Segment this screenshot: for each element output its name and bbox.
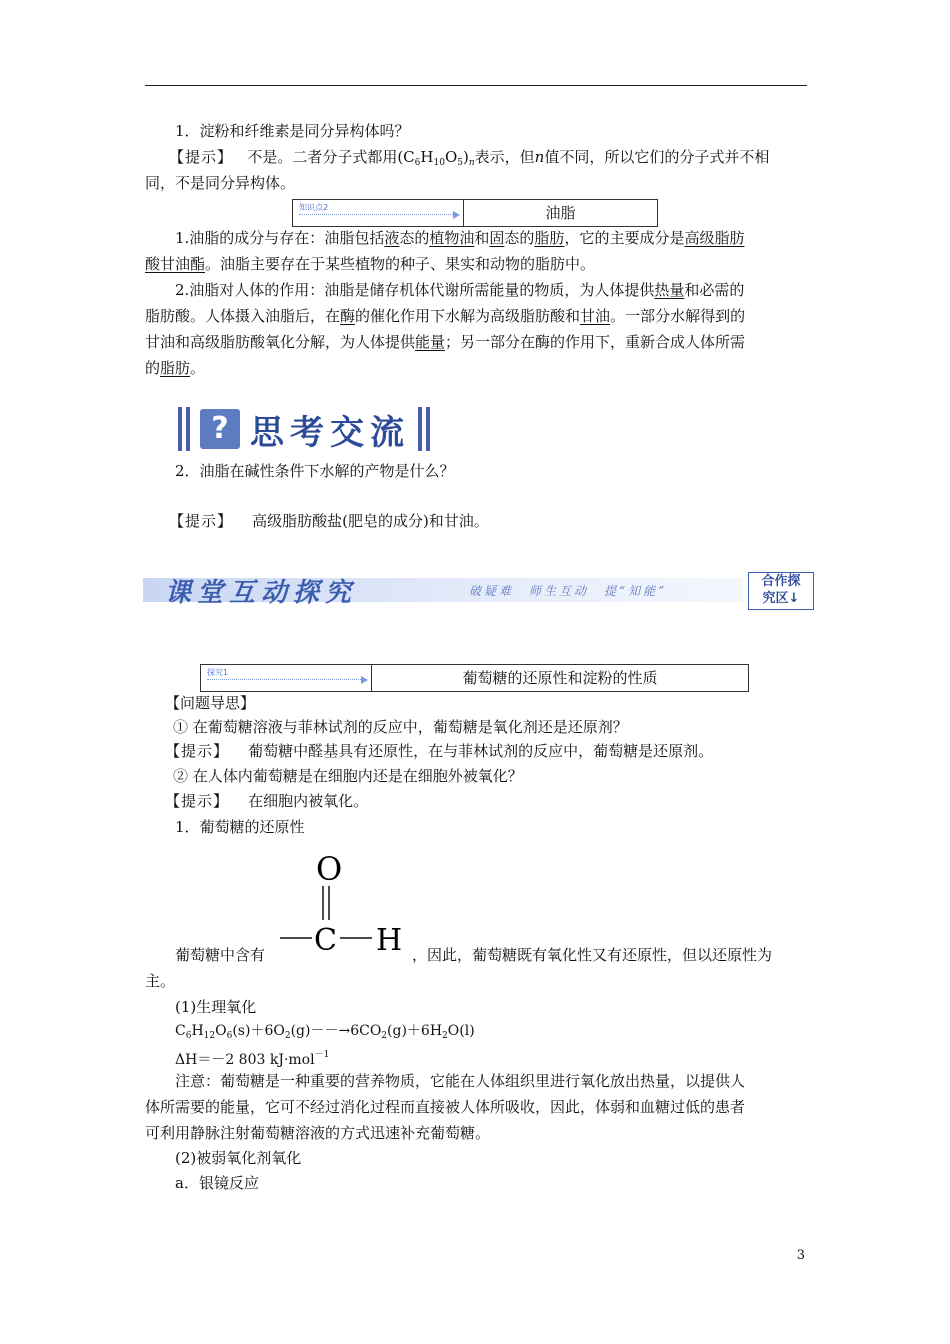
reduce-heading: 1．葡萄糖的还原性 <box>175 818 305 836</box>
think-exchange-header <box>178 406 434 452</box>
sub-10: 10 <box>433 158 445 168</box>
explore-box-label: 探究1 <box>207 668 229 677</box>
arrow-icon <box>207 679 361 680</box>
equation: $C_6H_{12}O_6(s)+6O_2(g)--\to 6CO_2(g)+6H_2O(l)$ <box>175 1023 475 1041</box>
fat-para-1: 1.油脂的成分与存在：油脂包括液态的植物油和固态的脂肪，它的主要成分是高级脂肪 <box>175 229 745 247</box>
knowledge-box-label: 知识点2 <box>299 203 329 212</box>
hint-text-b: 表示，但 <box>474 148 535 166</box>
hint-text-a: 不是。二者分子式都用(C <box>247 148 415 166</box>
n-italic: n <box>534 148 545 166</box>
question-mark-icon: ? <box>200 409 240 449</box>
physio-oxidation: (1)生理氧化 <box>175 998 257 1016</box>
paren: ) <box>463 148 469 166</box>
badge-line-2: 究区↓ <box>762 591 800 606</box>
question-2: 2．油脂在碱性条件下水解的产物是什么？ <box>175 462 455 480</box>
bar-decoration <box>178 407 182 451</box>
knowledge-box-2 <box>292 199 658 227</box>
banner-title: 课堂互动探究 <box>165 578 358 608</box>
hint-2 <box>145 510 807 532</box>
sub-n: n <box>468 158 475 168</box>
fat-para-2-line2: 脂肪酸。人体摄入油脂后，在酶的催化作用下水解为高级脂肪酸和甘油。一部分水解得到的 <box>145 307 746 325</box>
guide-q2: ② 在人体内葡萄糖是在细胞内还是在细胞外被氧化？ <box>173 767 523 785</box>
note-line-3: 可利用静脉注射葡萄糖溶液的方式迅速补充葡萄糖。 <box>145 1124 491 1142</box>
bar-decoration <box>426 407 430 451</box>
reduce-line-a: 葡萄糖中含有 <box>175 946 266 964</box>
hint-1 <box>145 146 807 174</box>
page-number: 3 <box>796 1248 805 1263</box>
hint-1-cont: 同，不是同分异构体。 <box>145 174 296 192</box>
question-1: 1．淀粉和纤维素是同分异构体吗？ <box>175 122 410 140</box>
hint-text: 高级脂肪酸盐(肥皂的成分)和甘油。 <box>252 512 489 530</box>
reduce-line-cont: 主。 <box>145 972 176 990</box>
hint-text-c: 值不同，所以它们的分子式并不相 <box>544 148 770 166</box>
aldehyde-group-structure <box>278 846 413 956</box>
fat-para-2-line3: 甘油和高级脂肪酸氧化分解，为人体提供能量；另一部分在酶的作用下，重新合成人体所需 <box>145 333 746 351</box>
carbon-atom: C <box>314 923 337 956</box>
classroom-banner <box>143 572 813 608</box>
weak-oxidant: (2)被弱氧化剂氧化 <box>175 1149 302 1167</box>
hint-tag: 【提示】 <box>169 148 234 166</box>
bar-decoration <box>418 407 422 451</box>
guide-a2: 【提示】 在细胞内被氧化。 <box>165 792 369 810</box>
guide-heading: 【问题导思】 <box>165 694 256 712</box>
knowledge-box-title: 油脂 <box>545 204 576 222</box>
fat-para-1-cont: 酸甘油酯。油脂主要存在于某些植物的种子、果实和动物的脂肪中。 <box>145 255 596 273</box>
sub-5: 5 <box>457 158 463 168</box>
header-rule <box>145 85 807 86</box>
fat-para-2-line4: 的脂肪。 <box>145 359 206 377</box>
guide-q1: ① 在葡萄糖溶液与菲林试剂的反应中，葡萄糖是氧化剂还是还原剂？ <box>173 718 628 736</box>
explore-box-1 <box>200 664 749 692</box>
banner-subtitle: 破疑难 师生互动 提“知能” <box>469 584 668 598</box>
hydrogen-atom: H <box>376 923 403 956</box>
explore-box-label-area <box>201 665 372 691</box>
note-line-2: 体所需要的能量，它可不经过消化过程而直接被人体所吸收，因此，体弱和血糖过低的患者 <box>145 1098 746 1116</box>
cooperation-badge <box>748 572 814 610</box>
sub-6: 6 <box>414 158 421 168</box>
bar-decoration <box>186 407 190 451</box>
enthalpy: ΔH＝－2 803 kJ·mol$^{-1}$ <box>175 1050 330 1068</box>
reduce-line-b: ，因此，葡萄糖既有氧化性又有还原性，但以还原性为 <box>412 946 773 964</box>
explore-box-title: 葡萄糖的还原性和淀粉的性质 <box>462 669 658 687</box>
fat-para-2: 2.油脂对人体的作用：油脂是储存机体代谢所需能量的物质，为人体提供热量和必需的 <box>175 281 745 299</box>
knowledge-box-label-area <box>293 200 464 226</box>
h-letter: H <box>420 148 434 166</box>
oxygen-atom: O <box>316 850 343 888</box>
arrow-icon <box>299 214 453 215</box>
hint-tag: 【提示】 <box>169 512 234 530</box>
silver-mirror: a．银镜反应 <box>175 1174 259 1192</box>
guide-a1: 【提示】 葡萄糖中醛基具有还原性，在与菲林试剂的反应中，葡萄糖是还原剂。 <box>165 742 714 760</box>
note-line-1: 注意：葡萄糖是一种重要的营养物质，它能在人体组织里进行氧化放出热量，以提供人 <box>175 1072 746 1090</box>
o-letter: O <box>444 148 458 166</box>
badge-line-1: 合作探 <box>761 574 801 589</box>
think-title: 思考交流 <box>250 412 410 453</box>
